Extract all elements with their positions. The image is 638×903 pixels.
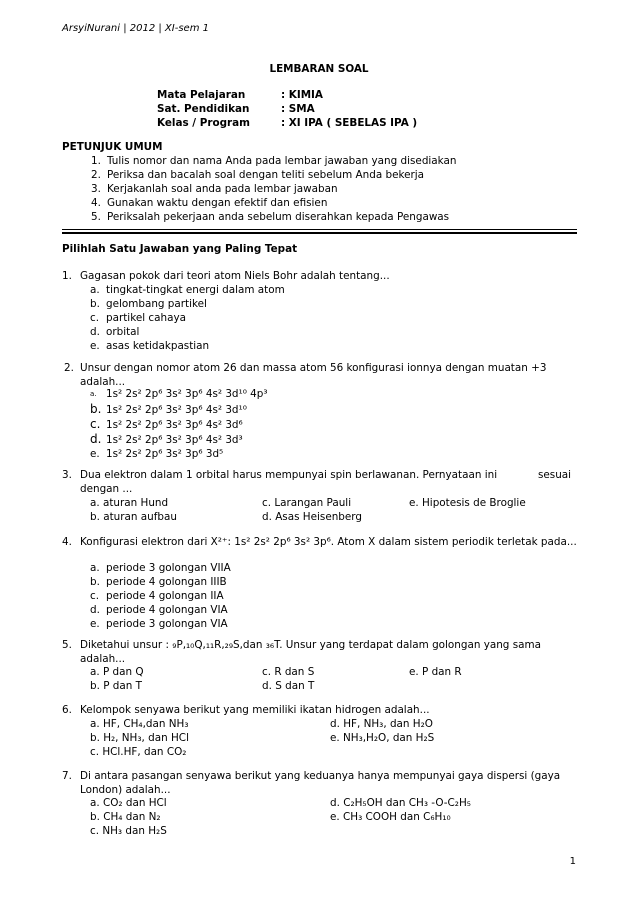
option: e. 1s² 2s² 2p⁶ 3s² 3p⁶ 3d⁵ — [90, 448, 224, 460]
general-instructions-heading: PETUNJUK UMUM — [62, 141, 163, 153]
divider-rule-thick — [62, 232, 577, 234]
option: e. periode 3 golongan VIA — [90, 618, 228, 630]
option-d: d. S dan T — [262, 680, 315, 692]
question-text-cont: dengan ... — [80, 483, 133, 495]
option: b. 1s² 2s² 2p⁶ 3s² 3p⁶ 4s² 3d¹⁰ — [90, 402, 247, 416]
page-number: 1 — [569, 856, 576, 867]
question-text: Dua elektron dalam 1 orbital harus mempunyai spin berlawanan. Pernyataan ini — [80, 469, 498, 481]
sheet-title: LEMBARAN SOAL — [269, 63, 369, 75]
question-number: 5. — [62, 639, 72, 651]
option-e: e. CH₃ COOH dan C₆H₁₀ — [330, 811, 451, 823]
question-number: 3. — [62, 469, 72, 481]
option-a: a. P dan Q — [90, 666, 144, 678]
option: a. tingkat-tingkat energi dalam atom — [90, 284, 285, 296]
divider-rule — [62, 229, 577, 230]
question-text: Gagasan pokok dari teori atom Niels Bohr adalah tentang... — [80, 270, 390, 282]
question-text: Konfigurasi elektron dari X²⁺: 1s² 2s² 2p⁶ 3s² 3p⁶. Atom X dalam sistem periodik terletak pada... — [80, 536, 577, 548]
info-value-subject: : KIMIA — [281, 89, 323, 101]
option: b. periode 4 golongan IIIB — [90, 576, 227, 588]
question-text: Unsur dengan nomor atom 26 dan massa atom 56 konfigurasi ionnya dengan muatan +3 adalah... — [80, 362, 547, 388]
option-b: b. P dan T — [90, 680, 142, 692]
question-text: Kelompok senyawa berikut yang memiliki ikatan hidrogen adalah... — [80, 704, 430, 716]
instruction-item: 1. Tulis nomor dan nama Anda pada lembar jawaban yang disediakan — [91, 155, 457, 167]
info-value-school: : SMA — [281, 103, 315, 115]
option-a: a. HF, CH₄,dan NH₃ — [90, 718, 189, 730]
instruction-item: 2. Periksa dan bacalah soal dengan teliti sebelum Anda bekerja — [91, 169, 425, 181]
option-c: c. HCl.HF, dan CO₂ — [90, 746, 187, 758]
option: c. periode 4 golongan IIA — [90, 590, 224, 602]
instruction-item: 3. Kerjakanlah soal anda pada lembar jawaban — [91, 183, 338, 195]
option: d. orbital — [90, 326, 140, 338]
info-label-school: Sat. Pendidikan — [157, 103, 250, 115]
option: a. periode 3 golongan VIIA — [90, 562, 231, 574]
option: e. asas ketidakpastian — [90, 340, 210, 352]
option-d: d. HF, NH₃, dan H₂O — [330, 718, 433, 730]
option-c: c. Larangan Pauli — [262, 497, 352, 509]
option: a. 1s² 2s² 2p⁶ 3s² 3p⁶ 4s² 3d¹⁰ 4p³ — [90, 388, 268, 400]
info-label-class: Kelas / Program — [157, 117, 250, 129]
instruction-item: 4. Gunakan waktu dengan efektif dan efisien — [91, 197, 328, 209]
option-e: e. Hipotesis de Broglie — [409, 497, 526, 509]
option: d. 1s² 2s² 2p⁶ 3s² 3p⁶ 4s² 3d³ — [90, 432, 243, 446]
info-label-subject: Mata Pelajaran — [157, 89, 246, 101]
option-e: e. NH₃,H₂O, dan H₂S — [330, 732, 435, 744]
option-d: d. Asas Heisenberg — [262, 511, 362, 523]
question-text: Diketahui unsur : ₉P,₁₀Q,₁₁R,₂₉S,dan ₃₆T. Unsur yang terdapat dalam golongan yang sama adalah... — [80, 639, 541, 665]
option-d: d. C₂H₅OH dan CH₃ -O-C₂H₅ — [330, 797, 471, 809]
info-value-class: : XI IPA ( SEBELAS IPA ) — [281, 117, 418, 129]
option-c: c. NH₃ dan H₂S — [90, 825, 167, 837]
option: d. periode 4 golongan VIA — [90, 604, 228, 616]
option: b. gelombang partikel — [90, 298, 207, 310]
option-b: b. aturan aufbau — [90, 511, 177, 523]
option-e: e. P dan R — [409, 666, 462, 678]
document-header: ArsyiNurani | 2012 | XI-sem 1 — [62, 23, 209, 34]
instruction-item: 5. Periksalah pekerjaan anda sebelum diserahkan kepada Pengawas — [91, 211, 450, 223]
option-a: a. CO₂ dan HCl — [90, 797, 167, 809]
option: c. partikel cahaya — [90, 312, 186, 324]
question-text: Di antara pasangan senyawa berikut yang keduanya hanya mempunyai gaya dispersi (gaya London) adalah... — [80, 770, 561, 796]
question-number: 7. — [62, 770, 72, 782]
option-a: a. aturan Hund — [90, 497, 169, 509]
section-instruction: Pilihlah Satu Jawaban yang Paling Tepat — [62, 243, 298, 255]
option-c: c. R dan S — [262, 666, 315, 678]
question-number: 1. — [62, 270, 72, 282]
question-number: 4. — [62, 536, 72, 548]
question-number: 2. — [64, 362, 74, 374]
question-text-end: sesuai — [538, 469, 572, 481]
option-b: b. H₂, NH₃, dan HCl — [90, 732, 189, 744]
question-number: 6. — [62, 704, 72, 716]
option: c. 1s² 2s² 2p⁶ 3s² 3p⁶ 4s² 3d⁶ — [90, 417, 243, 431]
option-b: b. CH₄ dan N₂ — [90, 811, 161, 823]
